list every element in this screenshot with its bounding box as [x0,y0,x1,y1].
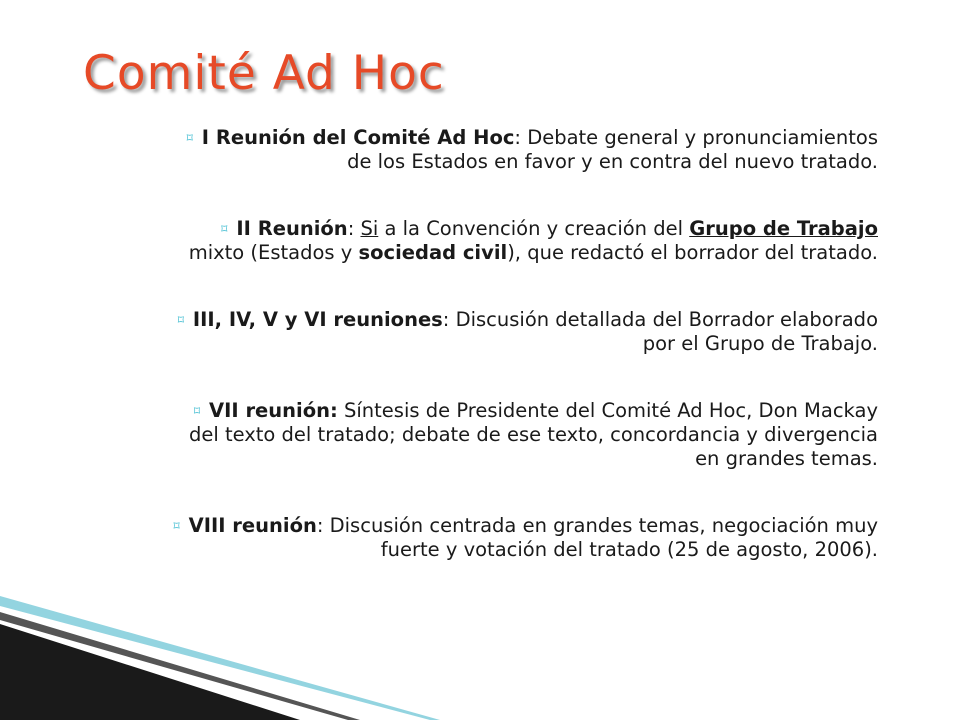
bullet-item-1 [160,126,878,174]
bullet-si-underlined: Si [360,217,379,240]
bullet-icon: ⌑ [221,222,228,236]
bullet-body-2c: mixto (Estados y [188,241,359,264]
bullet-body-2d: ), que redactó el borrador del tratado. [507,241,878,264]
bullet-item-4 [160,399,878,471]
bullet-icon: ⌑ [173,519,180,533]
bullet-icon: ⌑ [186,131,193,145]
bullet-body-2b: a la Convención y creación del [378,217,690,240]
bullet-list [160,126,878,562]
slide-title: Comité Ad Hoc [83,46,445,101]
bullet-lead-3: III, IV, V y VI reuniones [192,308,443,331]
bullet-text-1 [160,126,878,174]
bullet-body-4: Síntesis de Presidente del Comité Ad Hoc, Don Mackay del texto del tratado; debate de ese texto, concordancia y divergencia en grandes temas. [188,399,878,470]
bullet-item-5 [160,514,878,562]
bullet-icon: ⌑ [193,404,201,418]
bullet-text-5 [160,514,878,562]
bullet-text-4 [160,399,878,471]
bullet-body-1: : Debate general y pronunciamientos de los Estados en favor y en contra del nuevo tratado. [347,126,878,173]
bullet-sociedad-civil: sociedad civil [358,241,508,264]
bullet-lead-5: VIII reunión [188,514,317,537]
bullet-lead-1: I Reunión del Comité Ad Hoc [201,126,515,149]
bullet-text-2 [160,217,878,265]
bullet-body-2a: : [347,217,361,240]
bullet-lead-4: VII reunión: [209,399,338,422]
bullet-item-2 [160,217,878,265]
bullet-grupo-de-trabajo: Grupo de Trabajo [689,217,878,240]
bullet-body-5: : Discusión centrada en grandes temas, negociación muy fuerte y votación del tratado (25 de agosto, 2006). [316,514,878,561]
corner-swoosh-decoration [0,560,440,720]
bullet-lead-2: II Reunión [236,217,348,240]
bullet-text-3 [160,308,878,356]
bullet-item-3 [160,308,878,356]
bullet-body-3: : Discusión detallada del Borrador elaborado por el Grupo de Trabajo. [442,308,878,355]
bullet-icon: ⌑ [177,313,184,327]
